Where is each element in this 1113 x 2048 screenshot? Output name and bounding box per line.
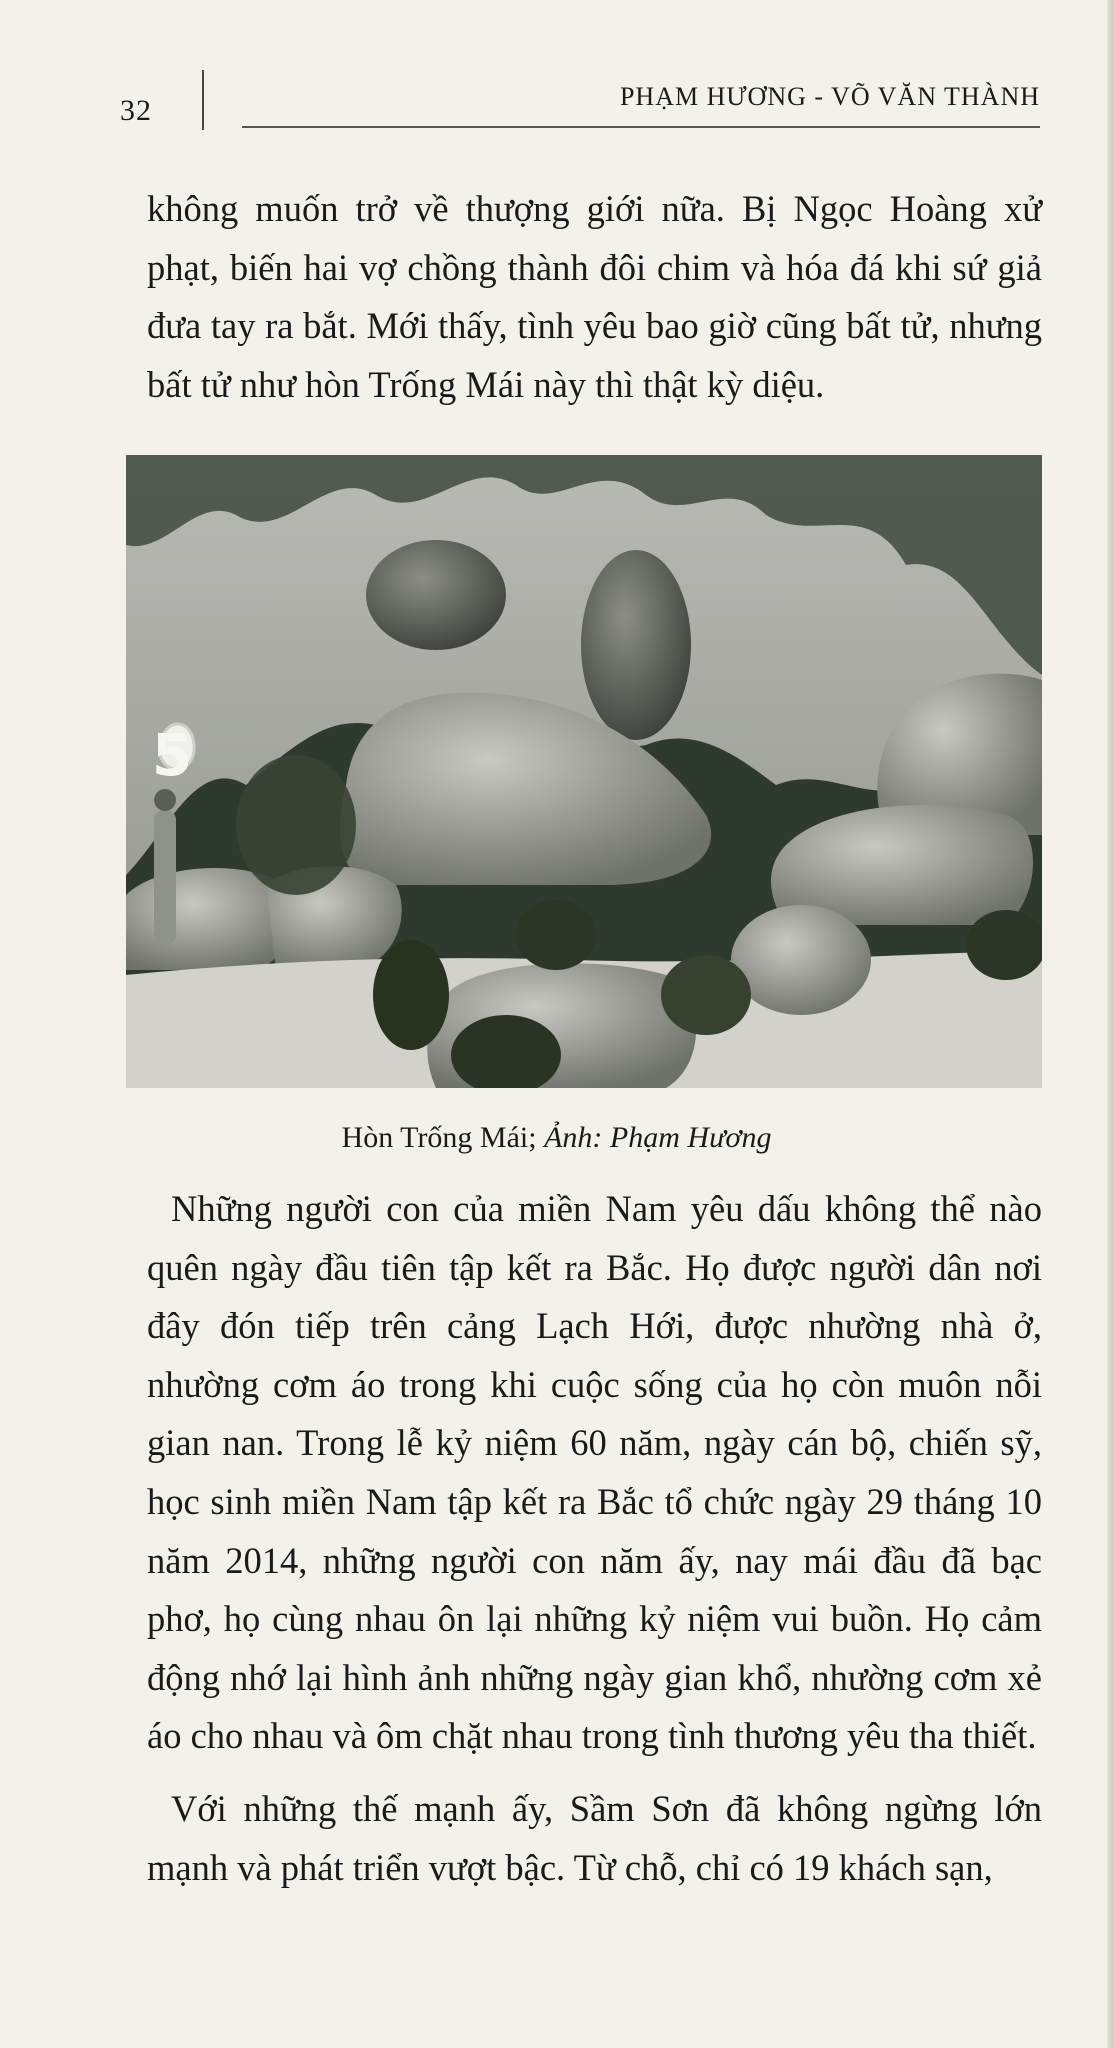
running-head: PHẠM HƯƠNG - VÕ VĂN THÀNH: [619, 82, 1040, 111]
caption-title: Hòn Trống Mái;: [341, 1121, 545, 1154]
header-rule: [242, 126, 1040, 128]
paragraph: Với những thế mạnh ấy, Sầm Sơn đã không ngừng lớn mạnh và phát triển vượt bậc. Từ chỗ, chỉ có 19 khách sạn,: [147, 1787, 1042, 1888]
page-edge: [1107, 0, 1113, 2048]
caption-credit: Ảnh: Phạm Hương: [544, 1121, 772, 1154]
photo-sign-text: 5: [151, 721, 193, 789]
body-text-bottom: [147, 1180, 1042, 1897]
body-text-top: [147, 180, 1042, 414]
page-number: 32: [120, 94, 152, 127]
photo-caption: [0, 1118, 1113, 1158]
header-divider: [202, 70, 204, 130]
photo-hon-trong-mai: [126, 455, 1042, 1088]
photo-illustration: [126, 455, 1042, 1088]
paragraph: không muốn trở về thượng giới nữa. Bị Ngọc Hoàng xử phạt, biến hai vợ chồng thành đôi chim và hóa đá khi sứ giả đưa tay ra bắt. Mới thấy, tình yêu bao giờ cũng bất tử, nhưng bất tử như hòn Trống Mái này thì thật kỳ diệu.: [147, 188, 1042, 405]
paragraph: Những người con của miền Nam yêu dấu không thể nào quên ngày đầu tiên tập kết ra Bắc. Họ được người dân nơi đây đón tiếp trên cảng Lạch Hới, được nhường nhà ở, nhường cơm áo trong khi cuộc sống của họ còn muôn nỗi gian nan. Trong lễ kỷ niệm 60 năm, ngày cán bộ, chiến sỹ, học sinh miền Nam tập kết ra Bắc tổ chức ngày 29 tháng 10 năm 2014, những người con năm ấy, nay mái đầu đã bạc phơ, họ cùng nhau ôn lại những kỷ niệm vui buồn. Họ cảm động nhớ lại hình ảnh những ngày gian khổ, nhường cơm xẻ áo cho nhau và ôm chặt nhau trong tình thương yêu tha thiết.: [147, 1188, 1042, 1757]
page-header: [120, 62, 1040, 132]
